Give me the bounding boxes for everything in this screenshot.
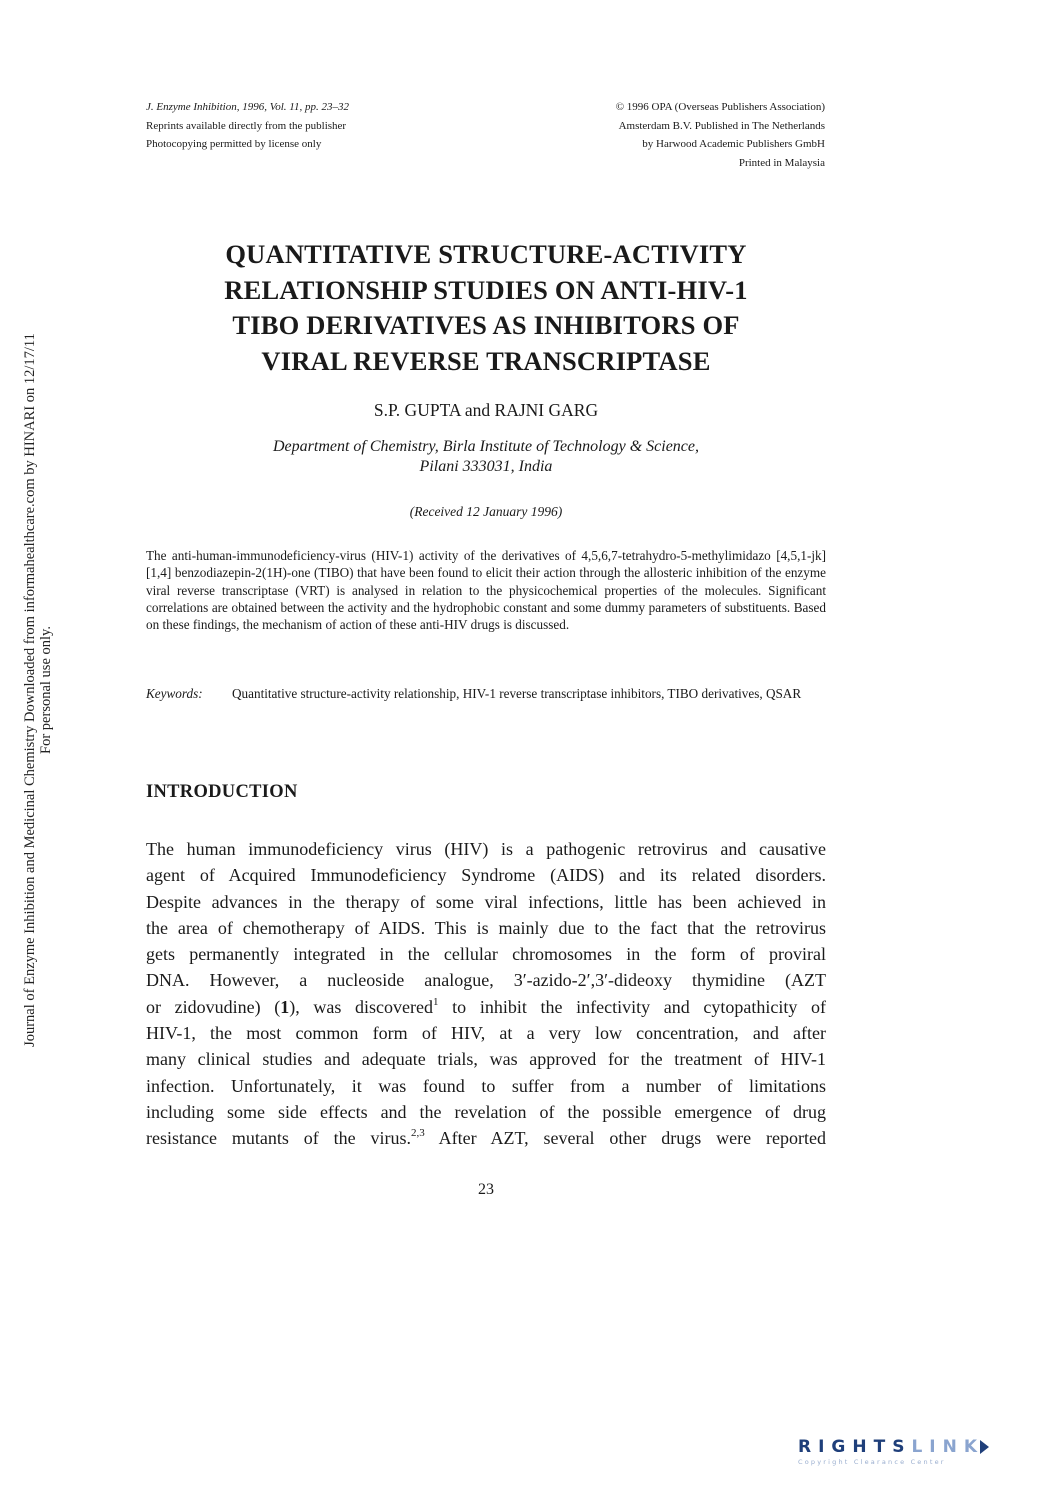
publisher-info — [616, 98, 825, 172]
logo-subtitle: Copyright Clearance Center — [798, 1458, 946, 1466]
rightslink-logo[interactable] — [798, 1437, 1030, 1477]
publisher-line-1: © 1996 OPA (Overseas Publishers Association) — [615, 101, 825, 113]
body-line: Despite advances in the therapy of some viral infections, little has been achieved in — [146, 891, 826, 912]
affiliation-line-2: Pilani 333031, India — [419, 458, 553, 475]
abstract: The anti-human-immunodeficiency-virus (HIV-1) activity of the derivatives of 4,5,6,7-tetrahydro-5-methylimidazo [4,5,1-jk] [1,4] benzodiazepin-2(1H)-one (TIBO) that have been found to elicit their action through the allosteric inhibition of the enzyme viral reverse transcriptase (VRT) is analysed in relation to the physicochemical properties of the molecules. Significant correlations are obtained between the activity and the hydrophobic constant and some dummy parameters of substituents. Based on these findings, the mechanism of action of these anti-HIV drugs is discussed. — [146, 548, 826, 633]
citation-line-1: J. Enzyme Inhibition, 1996, Vol. 11, pp. 23–32 — [146, 101, 349, 113]
body-line: or zidovudine) (1), was discovered$^1$ to inhibit the infectivity and cytopathicity of — [146, 995, 826, 1017]
citation-line-2: Reprints available directly from the publisher — [146, 119, 347, 132]
body-line: The human immunodeficiency virus (HIV) is a pathogenic retrovirus and causative — [146, 839, 826, 859]
body-line: gets permanently integrated in the cellular chromosomes in the form of proviral — [146, 944, 826, 965]
paper-title — [146, 237, 826, 379]
compound-number: 1 — [280, 996, 290, 1017]
keywords-text: Quantitative structure-activity relationship, HIV-1 reverse transcriptase inhibitors, TIBO derivatives, QSAR — [232, 686, 802, 701]
body-line: many clinical studies and adequate trials, was approved for the treatment of HIV-1 — [146, 1049, 826, 1070]
title-line-2: RELATIONSHIP STUDIES ON ANTI-HIV-1 — [224, 274, 748, 305]
body-line: HIV-1, the most common form of HIV, at a very low concentration, and after — [146, 1023, 826, 1044]
watermark-line-2: For personal use only. — [38, 626, 54, 754]
body-paragraph — [146, 836, 826, 1152]
download-watermark — [22, 220, 54, 1160]
authors: S.P. GUPTA and RAJNI GARG — [373, 400, 599, 420]
citation-line-3: Photocopying permitted by license only — [146, 138, 322, 150]
logo-link-text: LINK — [911, 1437, 984, 1457]
title-line-3: TIBO DERIVATIVES AS INHIBITORS OF — [232, 310, 740, 340]
received-date: (Received 12 January 1996) — [409, 504, 563, 519]
affiliation-line-1: Department of Chemistry, Birla Institute of Technology & Science, — [272, 438, 699, 455]
keywords-label: Keywords: — [146, 686, 203, 701]
keywords-block — [146, 684, 826, 703]
body-line: infection. Unfortunately, it was found to suffer from a number of limitations — [146, 1075, 826, 1096]
arrow-icon — [980, 1440, 989, 1454]
publisher-line-3: by Harwood Academic Publishers GmbH — [642, 138, 825, 150]
reference-marker[interactable]: 1 — [433, 995, 439, 1008]
body-line: including some side effects and the revelation of the possible emergence of drug — [146, 1101, 826, 1122]
journal-citation — [146, 98, 349, 154]
logo-rights-text: RIGHTS — [798, 1437, 912, 1457]
body-line: DNA. However, a nucleoside analogue, 3′-azido-2′,3′-dideoxy thymidine (AZT — [146, 970, 826, 991]
publisher-line-2: Amsterdam B.V. Published in The Netherlands — [618, 119, 825, 132]
section-heading: INTRODUCTION — [146, 782, 298, 802]
affiliation — [146, 437, 826, 477]
body-line: the area of chemotherapy of AIDS. This is mainly due to the fact that the retrovirus — [146, 917, 826, 938]
page-number: 23 — [478, 1181, 494, 1198]
title-line-4: VIRAL REVERSE TRANSCRIPTASE — [261, 345, 711, 376]
title-line-1: QUANTITATIVE STRUCTURE-ACTIVITY — [225, 239, 747, 269]
reference-marker[interactable]: 2,3 — [411, 1127, 425, 1140]
body-line: resistance mutants of the virus.$^{2,3}$ After AZT, several other drugs were reported — [146, 1127, 826, 1149]
publisher-line-4: Printed in Malaysia — [738, 156, 825, 169]
logo-wordmark — [798, 1437, 1030, 1457]
watermark-line-1: Journal of Enzyme Inhibition and Medicinal Chemistry Downloaded from informahealthcare.com by HINARI on 12/17/11 — [22, 333, 38, 1047]
body-line: agent of Acquired Immunodeficiency Syndrome (AIDS) and its related disorders. — [146, 865, 826, 886]
